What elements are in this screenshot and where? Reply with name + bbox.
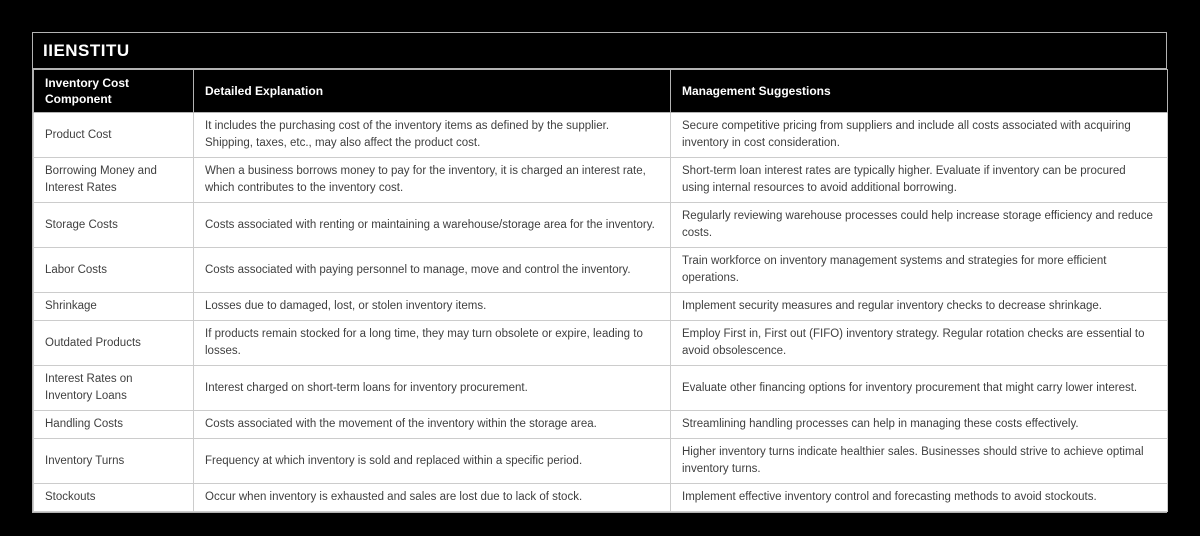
table-row [34,158,1168,203]
cell-explanation: Occur when inventory is exhausted and sales are lost due to lack of stock. [194,484,671,512]
cell-component: Borrowing Money and Interest Rates [34,158,194,203]
cell-component: Storage Costs [34,203,194,248]
column-header-explanation: Detailed Explanation [194,70,671,113]
cell-suggestion: Higher inventory turns indicate healthier sales. Businesses should strive to achieve optimal inventory turns. [671,439,1168,484]
table-row [34,484,1168,512]
cell-explanation: Costs associated with paying personnel to manage, move and control the inventory. [194,248,671,293]
inventory-cost-card [32,32,1167,513]
brand-title: IIENSTITU [33,33,1166,69]
cell-suggestion: Streamlining handling processes can help in managing these costs effectively. [671,411,1168,439]
cell-component: Handling Costs [34,411,194,439]
cell-component: Outdated Products [34,321,194,366]
column-header-suggestions: Management Suggestions [671,70,1168,113]
cell-component: Inventory Turns [34,439,194,484]
table-row [34,439,1168,484]
cell-component: Product Cost [34,113,194,158]
header-row [34,70,1168,113]
cell-explanation: Frequency at which inventory is sold and replaced within a specific period. [194,439,671,484]
inventory-cost-table [33,69,1168,512]
cell-explanation: It includes the purchasing cost of the inventory items as defined by the supplier. Shipping, taxes, etc., may also affect the product cost. [194,113,671,158]
table-row [34,293,1168,321]
cell-explanation: Costs associated with the movement of the inventory within the storage area. [194,411,671,439]
cell-explanation: If products remain stocked for a long time, they may turn obsolete or expire, leading to losses. [194,321,671,366]
table-row [34,321,1168,366]
cell-explanation: Costs associated with renting or maintaining a warehouse/storage area for the inventory. [194,203,671,248]
table-row [34,248,1168,293]
cell-explanation: Interest charged on short-term loans for inventory procurement. [194,366,671,411]
table-row [34,366,1168,411]
table-row [34,203,1168,248]
table-row [34,113,1168,158]
column-header-component: Inventory Cost Component [34,70,194,113]
cell-suggestion: Regularly reviewing warehouse processes could help increase storage efficiency and reduce costs. [671,203,1168,248]
cell-component: Interest Rates on Inventory Loans [34,366,194,411]
cell-explanation: When a business borrows money to pay for the inventory, it is charged an interest rate, which contributes to the inventory cost. [194,158,671,203]
cell-component: Shrinkage [34,293,194,321]
cell-suggestion: Secure competitive pricing from suppliers and include all costs associated with acquiring inventory in cost consideration. [671,113,1168,158]
cell-suggestion: Implement effective inventory control and forecasting methods to avoid stockouts. [671,484,1168,512]
table-row [34,411,1168,439]
cell-suggestion: Implement security measures and regular inventory checks to decrease shrinkage. [671,293,1168,321]
cell-suggestion: Evaluate other financing options for inventory procurement that might carry lower interest. [671,366,1168,411]
cell-suggestion: Employ First in, First out (FIFO) inventory strategy. Regular rotation checks are essential to avoid obsolescence. [671,321,1168,366]
cell-suggestion: Train workforce on inventory management systems and strategies for more efficient operations. [671,248,1168,293]
cell-component: Stockouts [34,484,194,512]
cell-component: Labor Costs [34,248,194,293]
cell-explanation: Losses due to damaged, lost, or stolen inventory items. [194,293,671,321]
cell-suggestion: Short-term loan interest rates are typically higher. Evaluate if inventory can be procured using internal resources to avoid additional borrowing. [671,158,1168,203]
